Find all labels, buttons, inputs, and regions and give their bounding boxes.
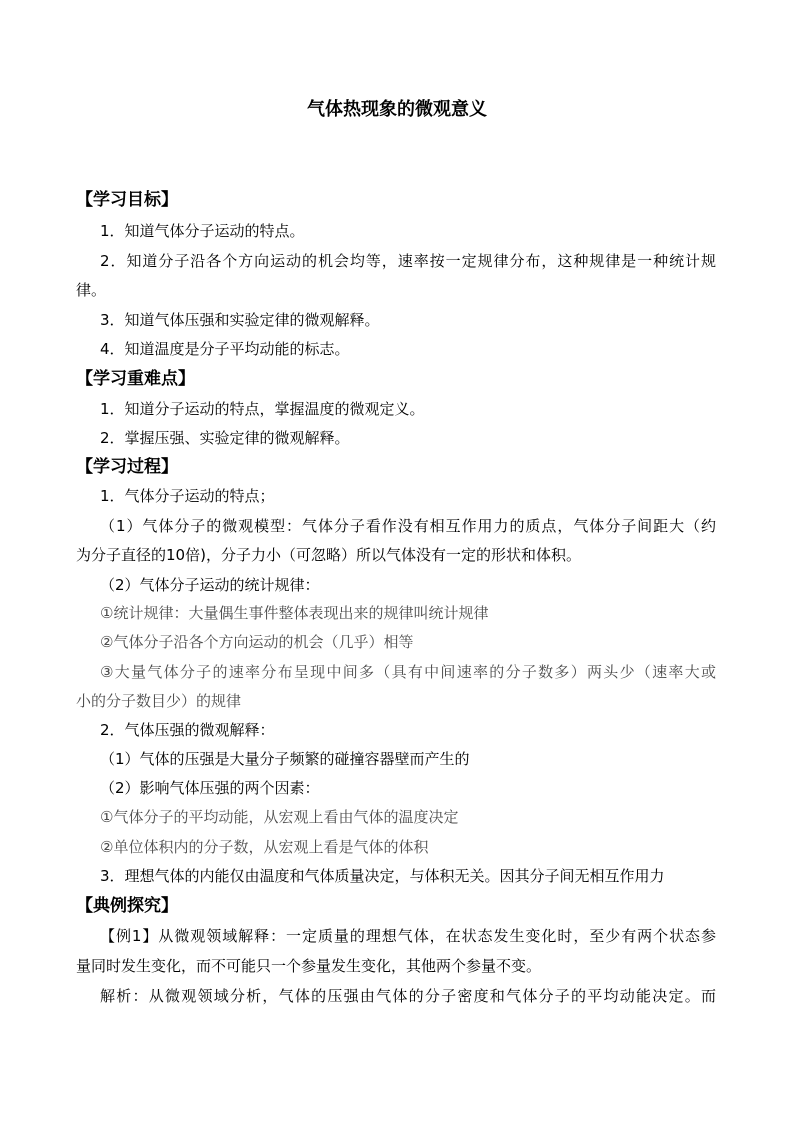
section-heading-objectives: 【学习目标】: [76, 190, 178, 210]
process-item: 为分子直径的10倍)，分子力小（可忽略）所以气体没有一定的形状和体积。: [76, 546, 581, 564]
process-item: ③大量气体分子的速率分布呈现中间多（具有中间速率的分子数多）两头少（速率大或: [100, 663, 716, 681]
objective-item: 1．知道气体分子运动的特点。: [100, 222, 305, 240]
process-item: （1）气体分子的微观模型：气体分子看作没有相互作用力的质点，气体分子间距大（约: [100, 517, 716, 535]
process-item: ②气体分子沿各个方向运动的机会（几乎）相等: [100, 633, 414, 651]
process-item: ①气体分子的平均动能，从宏观上看由气体的温度决定: [100, 808, 459, 826]
objective-item: 律。: [76, 281, 107, 299]
example-item: 量同时发生变化，而不可能只一个参量发生变化，其他两个参量不变。: [76, 957, 542, 975]
process-item: 2．气体压强的微观解释：: [100, 721, 275, 739]
process-item: 1．气体分子运动的特点；: [100, 487, 275, 505]
process-item: ②单位体积内的分子数，从宏观上看是气体的体积: [100, 838, 429, 856]
objective-item: 2．知道分子沿各个方向运动的机会均等，速率按一定规律分布，这种规律是一种统计规: [100, 252, 716, 270]
process-item: （2）气体分子运动的统计规律：: [100, 576, 320, 594]
process-item: 小的分子数目少）的规律: [76, 692, 242, 710]
section-heading-examples: 【典例探究】: [76, 896, 178, 916]
process-item: （1）气体的压强是大量分子频繁的碰撞容器壁而产生的: [100, 750, 470, 768]
objective-item: 3．知道气体压强和实验定律的微观解释。: [100, 311, 380, 329]
document-title: 气体热现象的微观意义: [307, 99, 487, 120]
section-heading-process: 【学习过程】: [76, 457, 178, 477]
process-item: ①统计规律：大量偶生事件整体表现出来的规律叫统计规律: [100, 604, 489, 622]
example-item: 解析：从微观领域分析，气体的压强由气体的分子密度和气体分子的平均动能决定。而: [100, 987, 716, 1005]
section-heading-key-points: 【学习重难点】: [76, 369, 195, 389]
key-point-item: 1．知道分子运动的特点，掌握温度的微观定义。: [100, 400, 425, 418]
objective-item: 4．知道温度是分子平均动能的标志。: [100, 340, 350, 358]
key-point-item: 2．掌握压强、实验定律的微观解释。: [100, 429, 350, 447]
process-item: 3．理想气体的内能仅由温度和气体质量决定，与体积无关。因其分子间无相互作用力: [100, 867, 665, 885]
example-item: 【例1】从微观领域解释：一定质量的理想气体，在状态发生变化时，至少有两个状态参: [100, 927, 716, 945]
process-item: （2）影响气体压强的两个因素：: [100, 779, 320, 797]
